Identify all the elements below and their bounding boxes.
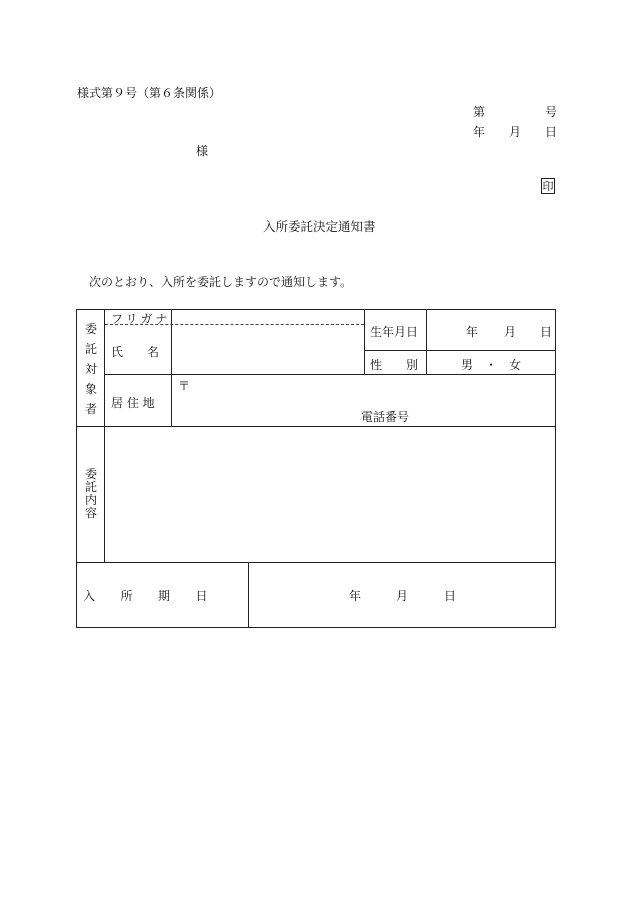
subject-label-char: 託 [84,342,97,356]
sex-label: 性 別 [370,358,419,372]
dob-divider-left [364,309,365,374]
dob-divider-right [426,309,427,374]
label-column-divider [104,309,105,562]
address-label: 居 住 地 [111,396,155,410]
phone-label: 電話番号 [361,410,410,424]
contract-label-char: 委 [84,467,97,481]
entry-year: 年 [349,589,362,603]
name-label: 氏 名 [111,345,160,359]
document-number-prefix: 第 [473,105,486,119]
contract-content-label [84,468,98,519]
sex-options: 男 ・ 女 [461,358,522,372]
document-number-suffix: 号 [545,105,558,119]
subject-label-char: 者 [84,402,97,416]
subject-section-bottom [76,426,556,427]
dob-year: 年 [466,325,479,339]
dob-label: 生年月日 [370,325,419,339]
dob-month: 月 [504,325,517,339]
date-month: 月 [509,125,522,139]
entry-date-label: 入 所 期 日 [83,589,209,603]
date-year: 年 [473,125,486,139]
dob-sex-divider [364,350,556,351]
body-text: 次のとおり、入所を委託しますので通知します。 [89,275,353,289]
field-label-divider [171,309,172,426]
subject-label-char: 委 [84,322,97,336]
dob-day: 日 [540,325,553,339]
form-number: 様式第９号（第６条関係） [77,86,222,100]
contract-label-char: 託 [84,480,97,494]
entry-month: 月 [396,589,409,603]
date-day: 日 [545,125,558,139]
entry-row-divider [248,562,249,628]
entry-day: 日 [444,589,457,603]
contract-label-char: 内 [84,493,97,507]
subject-label-char: 対 [84,362,97,376]
seal-mark: 印 [542,180,554,193]
subject-label [84,323,98,415]
subject-label-char: 象 [84,382,97,396]
address-row-top [104,374,556,375]
furigana-label: フリガナ [111,312,171,326]
document-title: 入所委託決定通知書 [263,219,376,234]
contract-label-char: 容 [84,506,97,520]
entry-row-top [76,562,556,563]
addressee-suffix: 様 [196,144,209,158]
postal-mark: 〒 [178,379,191,393]
